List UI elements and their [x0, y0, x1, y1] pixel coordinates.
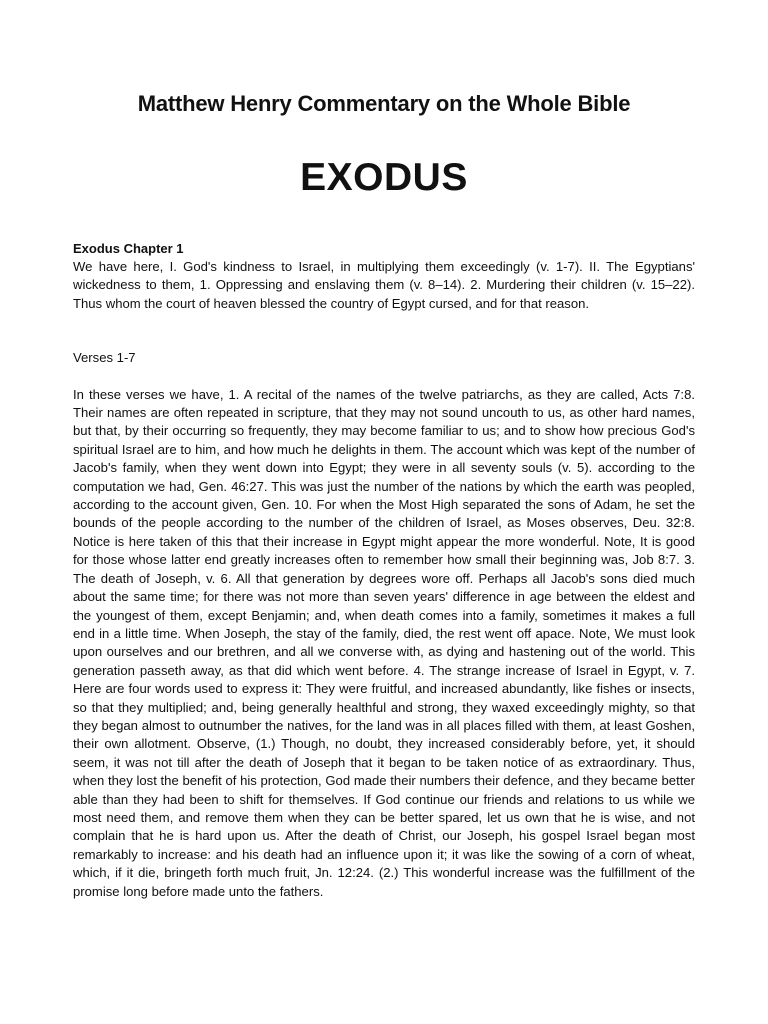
book-title: EXODUS — [300, 156, 468, 199]
verses-heading: Verses 1-7 — [73, 350, 136, 366]
chapter-heading: Exodus Chapter 1 — [73, 241, 184, 256]
chapter-intro-paragraph: We have here, I. God's kindness to Israel, in multiplying them exceedingly (v. 1-7). II. The Egyptians' wickedness to them, 1. Oppressing and enslaving them (v. 8–14). 2. Murdering their children (v. 15–22). Thus whom the court of heaven blessed the country of Egypt cursed, and for that reason. — [73, 259, 695, 311]
commentary-paragraph: In these verses we have, 1. A recital of the names of the twelve patriarchs, as they are called, Acts 7:8. Their names are often repeated in scripture, that they may not sound uncouth to us, as other hard names, but that, by their occurring so frequently, they may become familiar to us; and to show how precious God's spiritual Israel are to him, and how much he delights in them. The account which was kept of the number of Jacob's family, when they went down into Egypt; they were in all seventy souls (v. 5). according to the computation we had, Gen. 46:27. This was just the number of the nations by which the earth was peopled, according to the account given, Gen. 10. For when the Most High separated the sons of Adam, he set the bounds of the people according to the number of the children of Israel, as Moses observes, Deu. 32:8. Notice is here taken of this that their increase in Egypt might appear the more wonderful. Note, It is good for those whose latter end greatly increases often to remember how small their beginning was, Job 8:7. 3. The death of Joseph, v. 6. All that generation by degrees wore off. Perhaps all Jacob's sons died much about the same time; for there was not more than seven years' difference in age between the eldest and the youngest of them, except Benjamin; and, when death comes into a family, sometimes it makes a full end in a little time. When Joseph, the stay of the family, died, the rest went off apace. Note, We must look upon ourselves and our brethren, and all we converse with, as dying and hastening out of the world. This generation passeth away, as that did which went before. 4. The strange increase of Israel in Egypt, v. 7. Here are four words used to express it: They were fruitful, and increased abundantly, like fishes or insects, so that they multiplied; and, being generally healthful and strong, they waxed exceedingly mighty, so that they began almost to outnumber the natives, for the land was in all places filled with them, at least Goshen, their own allotment. Observe, (1.) Though, no doubt, they increased considerably before, yet, it should seem, it was not till after the death of Joseph that it began to be taken notice of as extraordinary. Thus, when they lost the benefit of his protection, God made their numbers their defence, and they became better able than they had been to shift for themselves. If God continue our friends and relations to us while we most need them, and remove them when they can be better spared, let us own that he is wise, and not complain that he is hard upon us. After the death of Christ, our Joseph, his gospel Israel began most remarkably to increase: and his death had an influence upon it; it was like the sowing of a corn of wheat, which, if it die, bringeth forth much fruit, Jn. 12:24. (2.) This wonderful increase was the fulfillment of the promise long before made unto the fathers. — [73, 386, 695, 899]
document-title: Matthew Henry Commentary on the Whole Bible — [137, 91, 631, 116]
